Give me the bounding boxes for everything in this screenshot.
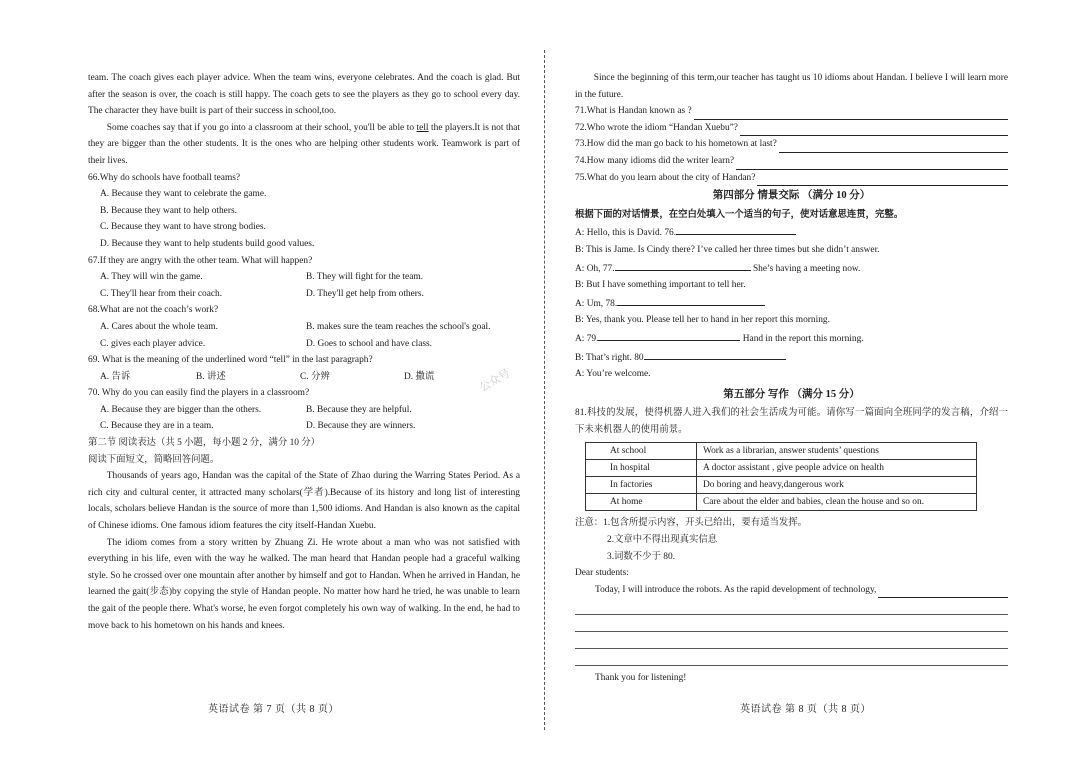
option-70-c: C. Because they are in a team.: [100, 421, 214, 432]
blank-78[interactable]: [617, 294, 765, 306]
table-cell-work: Do boring and heavy,dangerous work: [697, 477, 977, 494]
table-cell-place: In factories: [586, 477, 697, 494]
option-69-c: C. 分辨: [300, 371, 330, 382]
writing-line-1[interactable]: [575, 598, 1008, 615]
option-68-b: B. makes sure the team reaches the school's goal.: [306, 321, 491, 332]
table-row: [586, 494, 977, 511]
reading-paragraph-2: Some coaches say that if you go into a classroom at their school, you'll be able to tell the players.It is not that they are bigger than the other students. It is the ones who are helping other students work. Teamwork is part of their lives.: [88, 122, 520, 166]
page-divider: [544, 50, 546, 730]
options-69: [88, 369, 520, 386]
question-68: 68.What are not the coach’s work?: [88, 305, 219, 316]
question-67: 67.If they are angry with the other team. What will happen?: [88, 255, 313, 266]
table-cell-place: At school: [586, 443, 697, 460]
table-cell-place: In hospital: [586, 460, 697, 477]
question-66: 66.Why do schools have football teams?: [88, 172, 241, 183]
writing-line-0[interactable]: [878, 585, 1008, 598]
writing-line-3[interactable]: [575, 632, 1008, 649]
options-67-ab: [88, 269, 520, 286]
dialogue-line-3: A: Oh, 77. She’s having a meeting now.: [575, 259, 1008, 278]
option-69-a: A. 告诉: [100, 371, 131, 382]
writing-line-2[interactable]: [575, 615, 1008, 632]
option-66-c: C. Because they want to have strong bodies.: [100, 222, 266, 233]
handan-paragraph-2: The idiom comes from a story written by Zhuang Zi. He wrote about a man who was not satisfied with everything in his life, even with the way he walked. The man heard that Handan people had a graceful walking style. So he crossed over one mountain after another by himself and got to Handan. When he arrived in Handan, he learned the gait(步态)by copying the style of Handan people. No matter how hard he tried, he was unable to learn the gait of the people there. What's worse, he even forgot completely his own way of walking. In the end, he had to move back to his hometown on his hands and knees.: [88, 537, 520, 631]
options-70-cd: [88, 418, 520, 435]
question-72: 72.Who wrote the idiom “Handan Xuebu”?: [575, 120, 1008, 137]
section-2-instruction: 阅读下面短文，简略回答问题。: [88, 454, 220, 465]
table-cell-work: Work as a librarian, answer students’ questions: [697, 443, 977, 460]
blank-77[interactable]: [615, 259, 751, 271]
option-66-d: D. Because they want to help students build good values.: [100, 238, 315, 249]
answer-line-75[interactable]: [757, 173, 1008, 186]
blank-76[interactable]: [676, 223, 796, 235]
table-cell-place: At home: [586, 494, 697, 511]
page-7: [88, 70, 520, 634]
page-7-footer: 英语试卷 第 7 页（共 8 页）: [208, 704, 339, 715]
handan-paragraph-3: Since the beginning of this term,our teacher has taught us 10 idioms about Handan. I believe I will learn more in the future.: [575, 73, 1008, 100]
note-1: 注意：1.包含所提示内容，开头已给出，要有适当发挥。: [575, 518, 808, 529]
letter-opening: Today, I will introduce the robots. As the rapid development of technology,: [575, 582, 1008, 599]
option-70-d: D. Because they are winners.: [306, 421, 416, 432]
dialogue-line-2: B: This is Jame. Is Cindy there? I’ve called her three times but she didn’t answer.: [575, 244, 880, 255]
dialogue-line-7: A: 79. Hand in the report this morning.: [575, 329, 1008, 348]
option-68-d: D. Goes to school and have class.: [306, 338, 433, 349]
question-71: 71.What is Handan known as ?: [575, 103, 1008, 120]
table-row: [586, 477, 977, 494]
answer-line-72[interactable]: [740, 123, 1008, 136]
part-4-instruction: 根据下面的对话情景，在空白处填入一个适当的句子，使对话意思连贯，完整。: [575, 209, 904, 220]
options-67-cd: [88, 286, 520, 303]
option-70-a: A. Because they are bigger than the others.: [100, 404, 262, 415]
note-2: 2.文章中不得出现真实信息: [607, 535, 718, 546]
option-67-a: A. They will win the game.: [100, 272, 203, 283]
table-row: [586, 460, 977, 477]
option-66-a: A. Because they want to celebrate the game.: [100, 189, 267, 200]
part-5-title: 第五部分 写作 （满分 15 分）: [723, 388, 860, 400]
option-68-a: A. Cares about the whole team.: [100, 321, 218, 332]
option-67-b: B. They will fight for the team.: [306, 272, 423, 283]
writing-prompt-81: 81.科技的发展，使得机器人进入我们的社会生活成为可能。请你写一篇面向全班同学的发言稿，介绍一下未来机器人的使用前景。: [575, 408, 1008, 435]
letter-closing: Thank you for listening!: [595, 673, 687, 684]
option-69-b: B. 讲述: [196, 371, 226, 382]
dialogue-line-6: B: Yes, thank you. Please tell her to hand in her report this morning.: [575, 315, 830, 326]
options-68-ab: [88, 319, 520, 336]
table-row: [586, 443, 977, 460]
underlined-word-tell: tell: [416, 122, 429, 133]
answer-line-74[interactable]: [736, 157, 1008, 170]
question-74: 74.How many idioms did the writer learn?: [575, 153, 1008, 170]
part-4-title: 第四部分 情景交际 （满分 10 分）: [712, 190, 871, 202]
blank-80[interactable]: [644, 348, 786, 360]
page-8-footer: 英语试卷 第 8 页（共 8 页）: [740, 704, 871, 715]
option-70-b: B. Because they are helpful.: [306, 404, 412, 415]
question-69: 69. What is the meaning of the underlined word “tell” in the last paragraph?: [88, 355, 373, 366]
table-cell-work: A doctor assistant , give people advice on health: [697, 460, 977, 477]
writing-line-4[interactable]: [575, 649, 1008, 666]
dialogue-line-4: B: But I have something important to tell her.: [575, 280, 746, 291]
option-69-d: D. 撒谎: [404, 371, 435, 382]
table-cell-work: Care about the elder and babies, clean the house and so on.: [697, 494, 977, 511]
dialogue-line-5: A: Um, 78.: [575, 294, 1008, 313]
answer-line-73[interactable]: [779, 140, 1008, 153]
reading-paragraph-1: team. The coach gives each player advice. When the team wins, everyone celebrates. And the coach is glad. But after the season is over, the coach is still happy. The coach gets to see the players as they go to school every day. The character they have built is part of their success in school,too.: [88, 73, 520, 117]
note-3: 3.词数不少于 80.: [607, 551, 675, 562]
dialogue-line-9: A: You’re welcome.: [575, 369, 651, 380]
letter-greeting: Dear students:: [575, 568, 629, 579]
handan-paragraph-1: Thousands of years ago, Handan was the capital of the State of Zhao during the Warring States Period. As a rich city and cultural center, it attracted many scholars(学者).Because of its history and long list of interesting locals, scholars believe Handan is the source of more than 1,500 idioms. And Handan is also known as the capital of Chinese idioms. One famous idiom features the city itself-Handan Xuebu.: [88, 471, 520, 532]
options-70-ab: [88, 402, 520, 419]
option-67-d: D. They'll get help from others.: [306, 288, 424, 299]
option-67-c: C. They'll hear from their coach.: [100, 288, 223, 299]
question-73: 73.How did the man go back to his hometown at last?: [575, 136, 1008, 153]
robot-usage-table: [585, 442, 977, 511]
dialogue-line-1: A: Hello, this is David. 76.: [575, 223, 1008, 242]
watermark: 公众号: [477, 367, 513, 395]
blank-79[interactable]: [598, 329, 740, 341]
answer-line-71[interactable]: [694, 107, 1008, 120]
page-8: [575, 70, 1008, 687]
options-68-cd: [88, 336, 520, 353]
option-66-b: B. Because they want to help others.: [100, 205, 237, 216]
dialogue-line-8: B: That’s right. 80: [575, 348, 1008, 367]
option-68-c: C. gives each player advice.: [100, 338, 206, 349]
section-2-title: 第二节 阅读表达（共 5 小题，每小题 2 分，满分 10 分）: [88, 438, 321, 449]
question-70: 70. Why do you can easily find the players in a classroom?: [88, 388, 310, 399]
question-75: 75.What do you learn about the city of Handan?: [575, 170, 1008, 187]
